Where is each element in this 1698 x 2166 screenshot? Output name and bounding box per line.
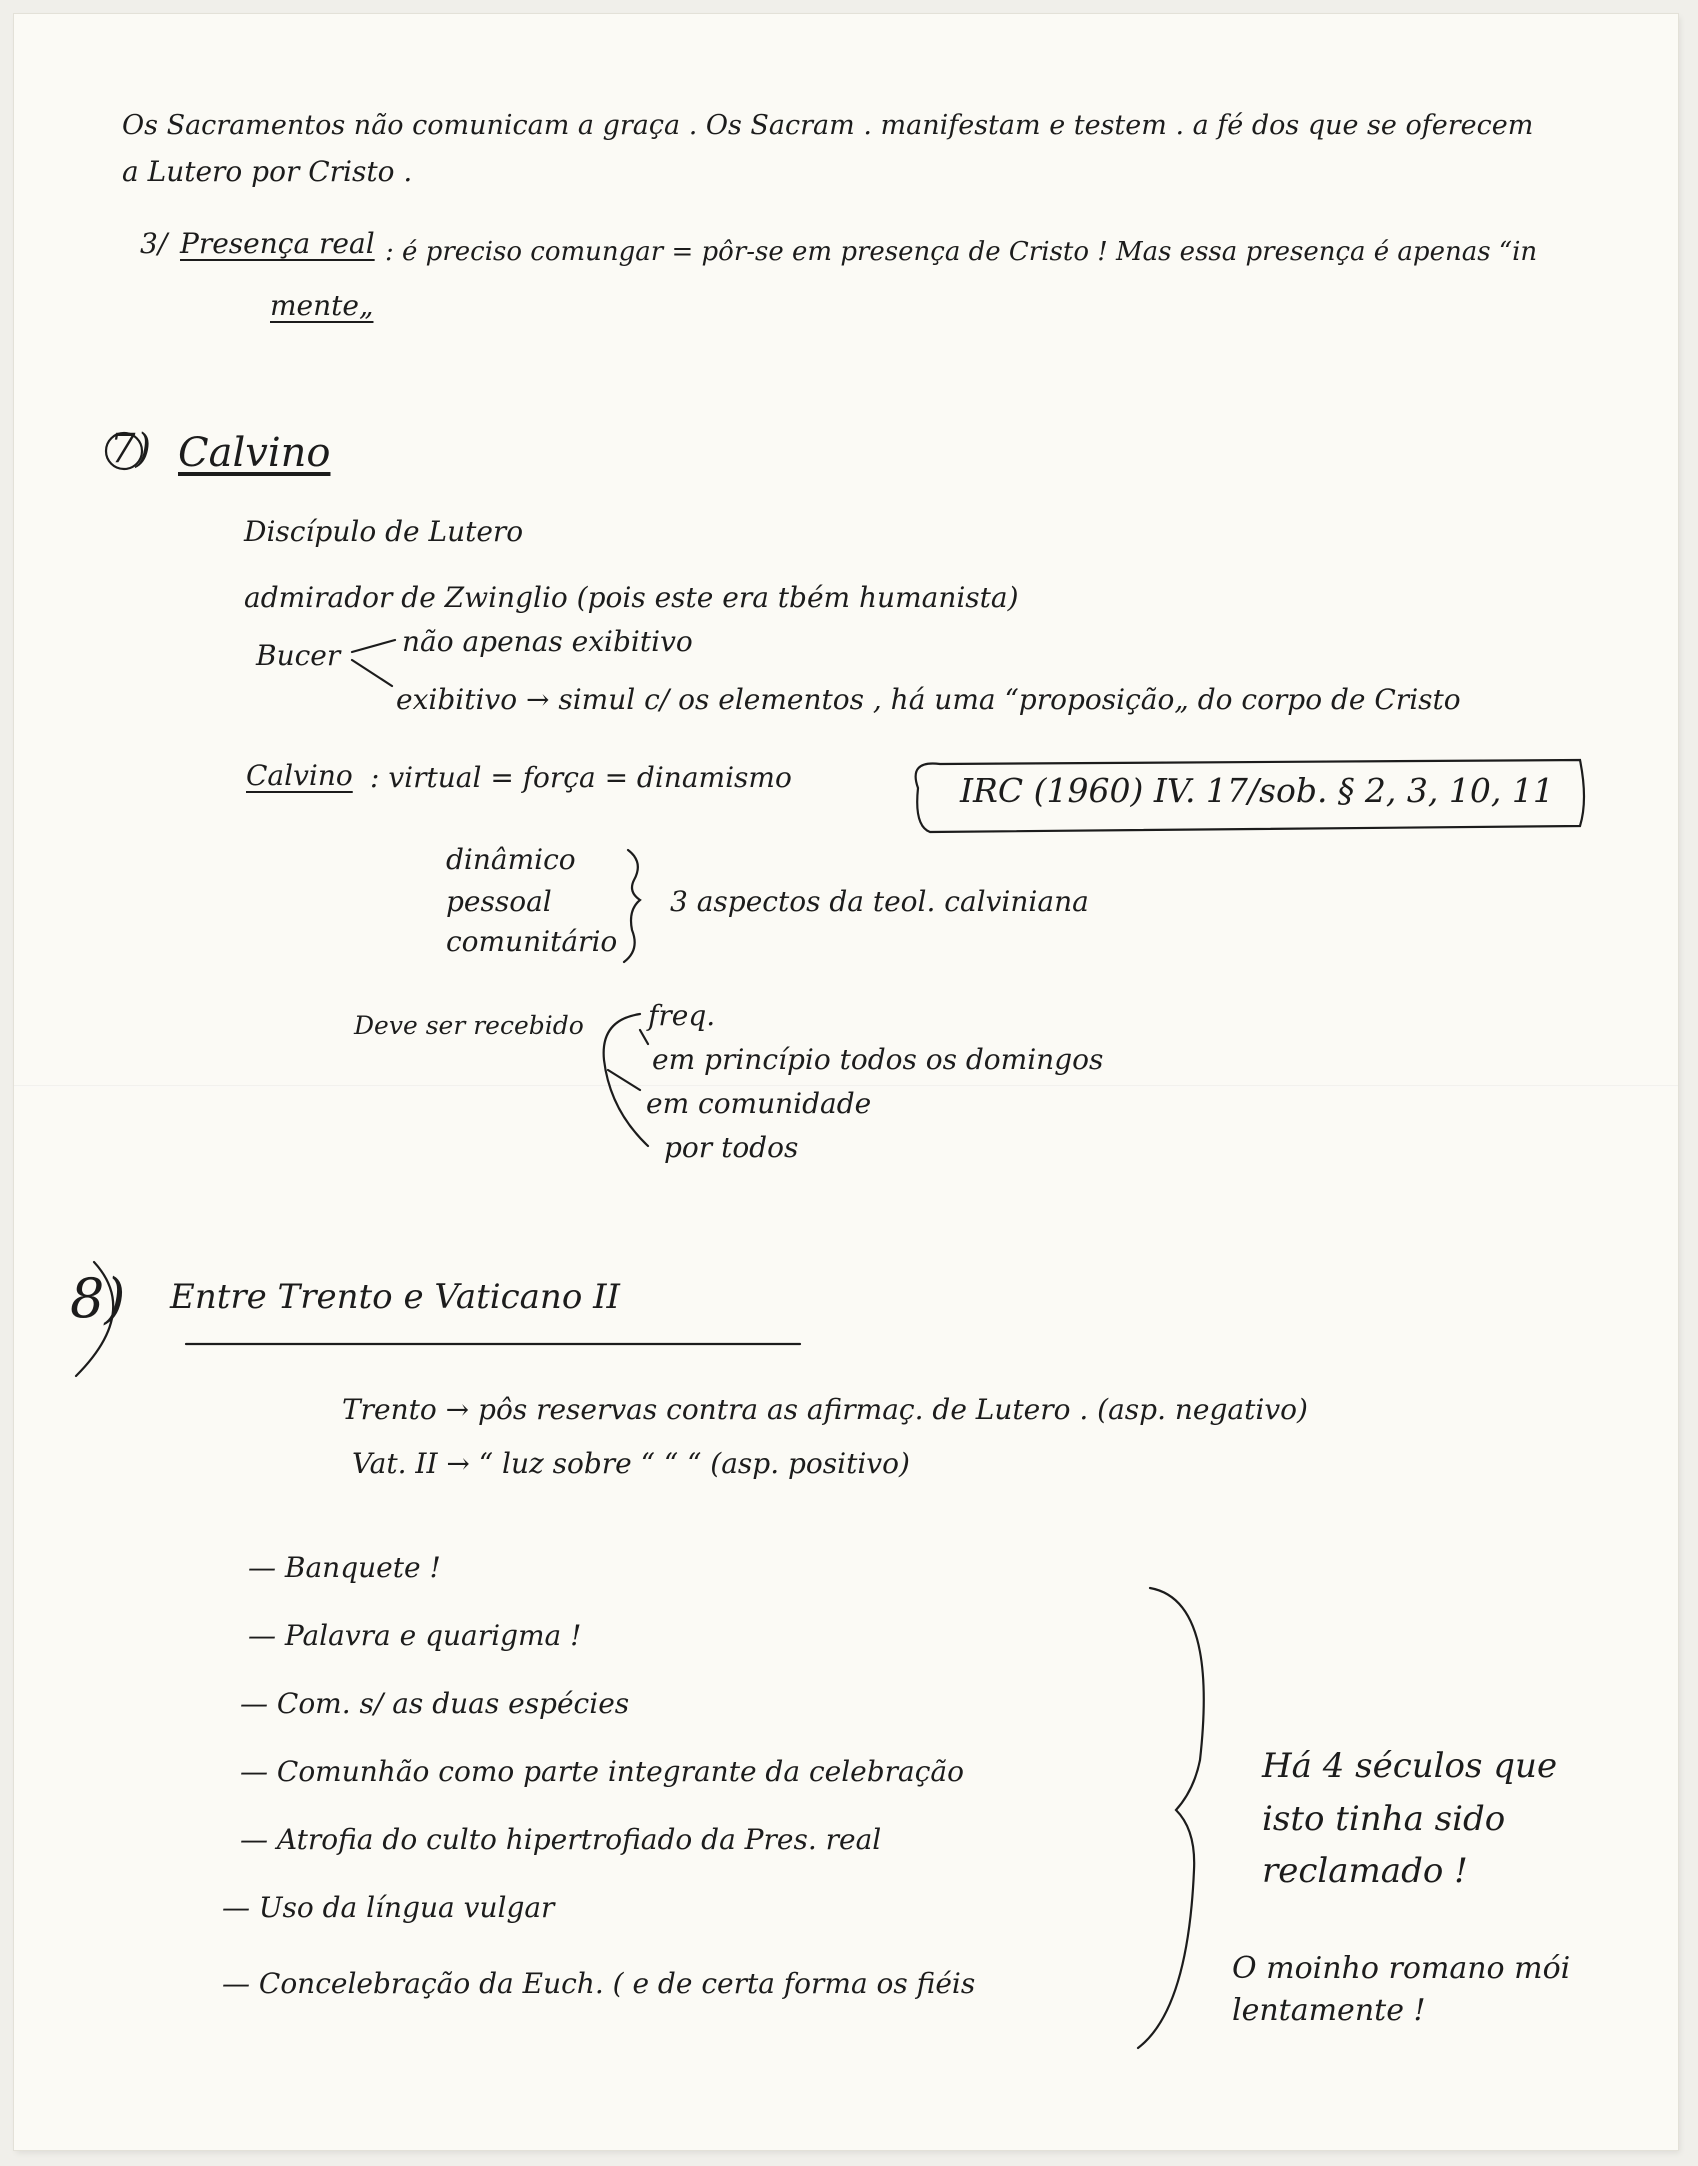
aspect-comunitario: comunitário <box>446 925 618 958</box>
admirador-line: admirador de Zwinglio (pois este era tbém humanista) <box>244 581 1019 614</box>
presenca-number: 3/ <box>140 227 168 260</box>
deve-ser-recebido: Deve ser recebido <box>354 1011 584 1040</box>
reference-box-text: IRC (1960) IV. 17/sob. § 2, 3, 10, 11 <box>960 771 1554 810</box>
aspect-pessoal: pessoal <box>446 885 552 918</box>
dash-item-palavra: — Palavra e quarigma ! <box>248 1619 582 1652</box>
margin-note-seculos: Há 4 séculos que isto tinha sido reclamado ! <box>1262 1746 1558 1892</box>
text-line-lutero: a Lutero por Cristo . <box>122 155 413 188</box>
deve-item-comunidade: em comunidade <box>646 1087 872 1120</box>
bucer-label: Bucer <box>256 639 341 672</box>
section-7-title: Calvino <box>178 430 331 476</box>
margin-note-moinho: O moinho romano mói lentamente ! <box>1232 1951 1571 2028</box>
text-line-sacramentos: Os Sacramentos não comunicam a graça . Os Sacram . manifestam e testem . a fé dos que se oferecem <box>122 110 1534 141</box>
presenca-real-title: Presença real <box>180 227 375 260</box>
deve-item-domingos: em princípio todos os domingos <box>652 1043 1104 1076</box>
section-8-number: 8) <box>70 1267 126 1330</box>
section-7-number: 7) <box>110 426 152 472</box>
dash-item-banquete: — Banquete ! <box>248 1551 441 1584</box>
aspect-dinamico: dinâmico <box>446 843 576 876</box>
section-8-title: Entre Trento e Vaticano II <box>170 1277 620 1317</box>
deve-item-freq: freq. <box>648 999 716 1032</box>
dash-item-especies: — Com. s/ as duas espécies <box>240 1687 630 1720</box>
bucer-option-b: exibitivo → simul c/ os elementos , há uma “proposição„ do corpo de Cristo <box>396 683 1461 716</box>
vaticano-line: Vat. II → “ luz sobre “ “ “ (asp. positivo) <box>352 1447 910 1480</box>
presenca-real-text: : é preciso comungar = pôr-se em presença de Cristo ! Mas essa presença é apenas “in <box>385 237 1538 267</box>
presenca-real-cont: mente„ <box>270 289 374 322</box>
calvino-definition: : virtual = força = dinamismo <box>370 761 792 794</box>
aspects-label: 3 aspectos da teol. calviniana <box>670 885 1089 918</box>
dash-item-lingua: — Uso da língua vulgar <box>222 1891 555 1924</box>
dash-item-concelebracao: — Concelebração da Euch. ( e de certa forma os fiéis <box>222 1967 976 2000</box>
dash-item-comunhao: — Comunhão como parte integrante da celebração <box>240 1755 964 1788</box>
trento-line: Trento → pôs reservas contra as afirmaç. de Lutero . (asp. negativo) <box>342 1393 1308 1426</box>
discipulo-line: Discípulo de Lutero <box>244 515 524 548</box>
calvino-word: Calvino <box>246 759 353 792</box>
bucer-option-a: não apenas exibitivo <box>402 625 693 658</box>
deve-item-todos: por todos <box>664 1131 799 1164</box>
dash-item-atrofia: — Atrofia do culto hipertrofiado da Pres. real <box>240 1823 882 1856</box>
